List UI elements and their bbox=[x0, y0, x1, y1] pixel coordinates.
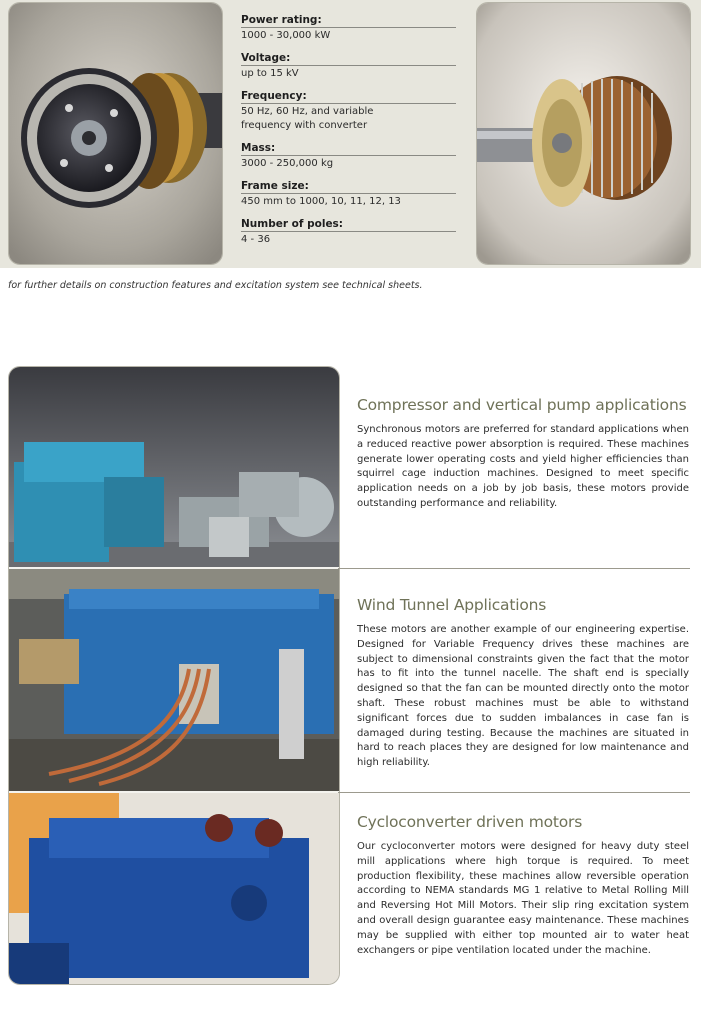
spec-list bbox=[241, 14, 456, 256]
spec-mass bbox=[241, 142, 456, 171]
application-photos bbox=[8, 366, 340, 985]
section-divider bbox=[338, 568, 690, 569]
spec-value: 1000 - 30,000 kW bbox=[241, 30, 331, 41]
compressor-photo bbox=[9, 367, 339, 567]
spec-frame-size bbox=[241, 180, 456, 209]
section-cycloconverter bbox=[357, 813, 689, 958]
section-body: These motors are another example of our engineering expertise. Designed for Variable Frequency drives these machines are subject to dimensional constraints given the fact that the motor has to fit into the tunnel nacelle. The shaft end is specially designed so that the fan can be mounted directly onto the motor shaft. These robust machines must be able to withstand significant forces due to sudden imbalances in case fan is damaged during testing. Because the machines are situated in hard to reach places they are designed for low maintenance and high reliability. bbox=[357, 624, 689, 769]
spec-value: up to 15 kV bbox=[241, 68, 299, 79]
spec-value: 3000 - 250,000 kg bbox=[241, 158, 334, 169]
section-body: Synchronous motors are preferred for standard applications when a reduced reactive power absorption is required. These machines generate lower operating costs and yield higher efficiencies than squirrel cage induction machines. Designed to meet specific application needs on a job by job basis, these motors provide outstanding performance and reliability. bbox=[357, 424, 689, 509]
section-compressor bbox=[357, 396, 689, 512]
wind-tunnel-photo bbox=[9, 569, 339, 791]
section-body: Our cycloconverter motors were designed for heavy duty steel mill applications where high torque is required. To meet production flexibility, these machines allow reversible operation according to NEMA standards MG 1 relative to Metal Rolling Mill and Reversing Hot Mill Motors. Their slip ring excitation system and overall design guarantee easy maintenance. These machines may be supplied with either top mounted air to water heat exchangers or pipe ventilation located under the machine. bbox=[357, 841, 689, 956]
cycloconverter-photo bbox=[9, 793, 339, 984]
section-title: Wind Tunnel Applications bbox=[357, 596, 547, 614]
spec-power-rating bbox=[241, 14, 456, 43]
spec-frequency bbox=[241, 90, 456, 133]
spec-label: Mass: bbox=[241, 142, 456, 156]
section-wind-tunnel bbox=[357, 596, 689, 771]
rotor-photo-right bbox=[476, 2, 691, 265]
spec-number-of-poles bbox=[241, 218, 456, 247]
section-title: Compressor and vertical pump applications bbox=[357, 396, 687, 414]
section-title: Cycloconverter driven motors bbox=[357, 813, 583, 831]
spec-label: Power rating: bbox=[241, 14, 456, 28]
rotor-photo-left bbox=[8, 2, 223, 265]
spec-label: Voltage: bbox=[241, 52, 456, 66]
spec-value: 50 Hz, 60 Hz, and variable frequency with converter bbox=[241, 106, 374, 131]
spec-value: 450 mm to 1000, 10, 11, 12, 13 bbox=[241, 196, 401, 207]
section-divider bbox=[338, 792, 690, 793]
spec-label: Frequency: bbox=[241, 90, 456, 104]
spec-voltage bbox=[241, 52, 456, 81]
footnote: for further details on construction features and excitation system see technical sheets. bbox=[8, 280, 423, 291]
spec-label: Frame size: bbox=[241, 180, 456, 194]
spec-value: 4 - 36 bbox=[241, 234, 271, 245]
spec-label: Number of poles: bbox=[241, 218, 456, 232]
